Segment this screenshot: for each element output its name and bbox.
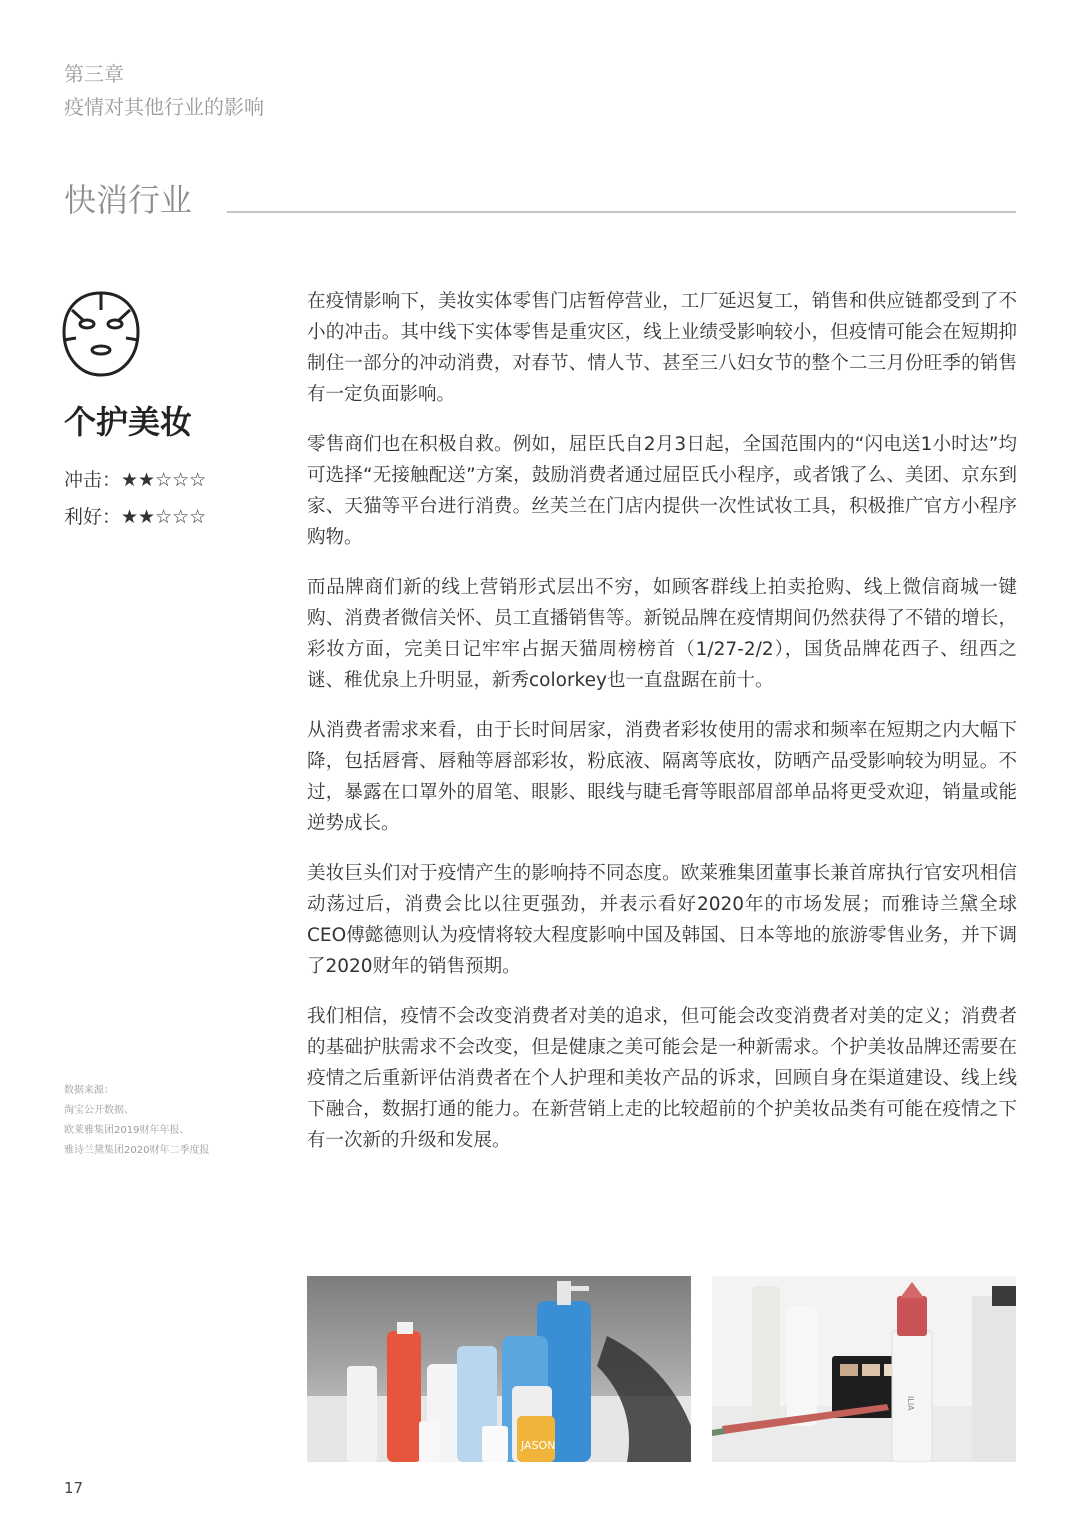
impact-stars: ★★☆☆☆: [121, 469, 207, 491]
page-number: 17: [64, 1479, 84, 1497]
product-label: JASON: [521, 1439, 556, 1452]
source-line: 数据来源：: [64, 1085, 114, 1096]
data-sources: [64, 1081, 209, 1161]
chapter-heading: [64, 58, 264, 124]
chapter-number: 第三章: [64, 62, 124, 86]
benefit-rating: [64, 503, 206, 531]
paragraph: 美妆巨头们对于疫情产生的影响持不同态度。欧莱雅集团董事长兼首席执行官安巩相信动荡过后，消费会比以往更强劲，并表示看好2020年的市场发展；而雅诗兰黛全球CEO傅懿德则认为疫情将较大程度影响中国及韩国、日本等地的旅游零售业务，并下调了2020财年的销售预期。: [307, 863, 1017, 977]
section-title: 快消行业: [64, 181, 193, 219]
benefit-stars: ★★☆☆☆: [121, 506, 207, 528]
article-body: [307, 286, 1017, 1175]
source-line: 欧莱雅集团2019财年年报、: [64, 1125, 190, 1136]
paragraph: 在疫情影响下，美妆实体零售门店暂停营业，工厂延迟复工，销售和供应链都受到了不小的冲击。其中线下实体零售是重灾区，线上业绩受影响较小，但疫情可能会在短期抑制住一部分的冲动消费，对春节、情人节、甚至三八妇女节的整个二三月份旺季的销售有一定负面影响。: [307, 291, 1017, 405]
paragraph: 而品牌商们新的线上营销形式层出不穷，如顾客群线上拍卖抢购、线上微信商城一键购、消费者微信关怀、员工直播销售等。新锐品牌在疫情期间仍然获得了不错的增长，彩妆方面，完美日记牢牢占据天猫周榜榜首（1/27-2/2），国货品牌花西子、纽西之谜、稚优泉上升明显，新秀colorkey也一直盘踞在前十。: [307, 577, 1017, 691]
category-title: 个护美妆: [64, 403, 193, 441]
source-line: 雅诗兰黛集团2020财年二季度报: [64, 1145, 210, 1156]
lipstick-label: ILIA: [906, 1396, 915, 1411]
section-divider: [227, 211, 1016, 213]
impact-rating: [64, 466, 206, 494]
benefit-label: 利好：: [64, 506, 122, 528]
impact-label: 冲击：: [64, 469, 122, 491]
face-mask-icon: [60, 290, 142, 378]
paragraph: 零售商们也在积极自救。例如，屈臣氏自2月3日起，全国范围内的“闪电送1小时达”均可选择“无接触配送”方案，鼓励消费者通过屈臣氏小程序，或者饿了么、美团、京东到家、天猫等平台进行消费。丝芙兰在门店内提供一次性试妆工具，积极推广官方小程序购物。: [307, 434, 1017, 548]
paragraph: 从消费者需求来看，由于长时间居家，消费者彩妆使用的需求和频率在短期之内大幅下降，包括唇膏、唇釉等唇部彩妆，粉底液、隔离等底妆，防晒产品受影响较为明显。不过，暴露在口罩外的眉笔、眼影、眼线与睫毛膏等眼部眉部单品将更受欢迎，销量或能逆势成长。: [307, 720, 1017, 834]
makeup-products-photo: [712, 1276, 1016, 1462]
paragraph: 我们相信，疫情不会改变消费者对美的追求，但可能会改变消费者对美的定义；消费者的基础护肤需求不会改变，但是健康之美可能会是一种新需求。个护美妆品牌还需要在疫情之后重新评估消费者在个人护理和美妆产品的诉求，回顾自身在渠道建设、线上线下融合，数据打通的能力。在新营销上走的比较超前的个护美妆品类有可能在疫情之下有一次新的升级和发展。: [307, 1006, 1017, 1151]
skincare-products-photo: [307, 1276, 691, 1462]
source-line: 淘宝公开数据、: [64, 1105, 134, 1116]
chapter-title: 疫情对其他行业的影响: [64, 95, 264, 119]
